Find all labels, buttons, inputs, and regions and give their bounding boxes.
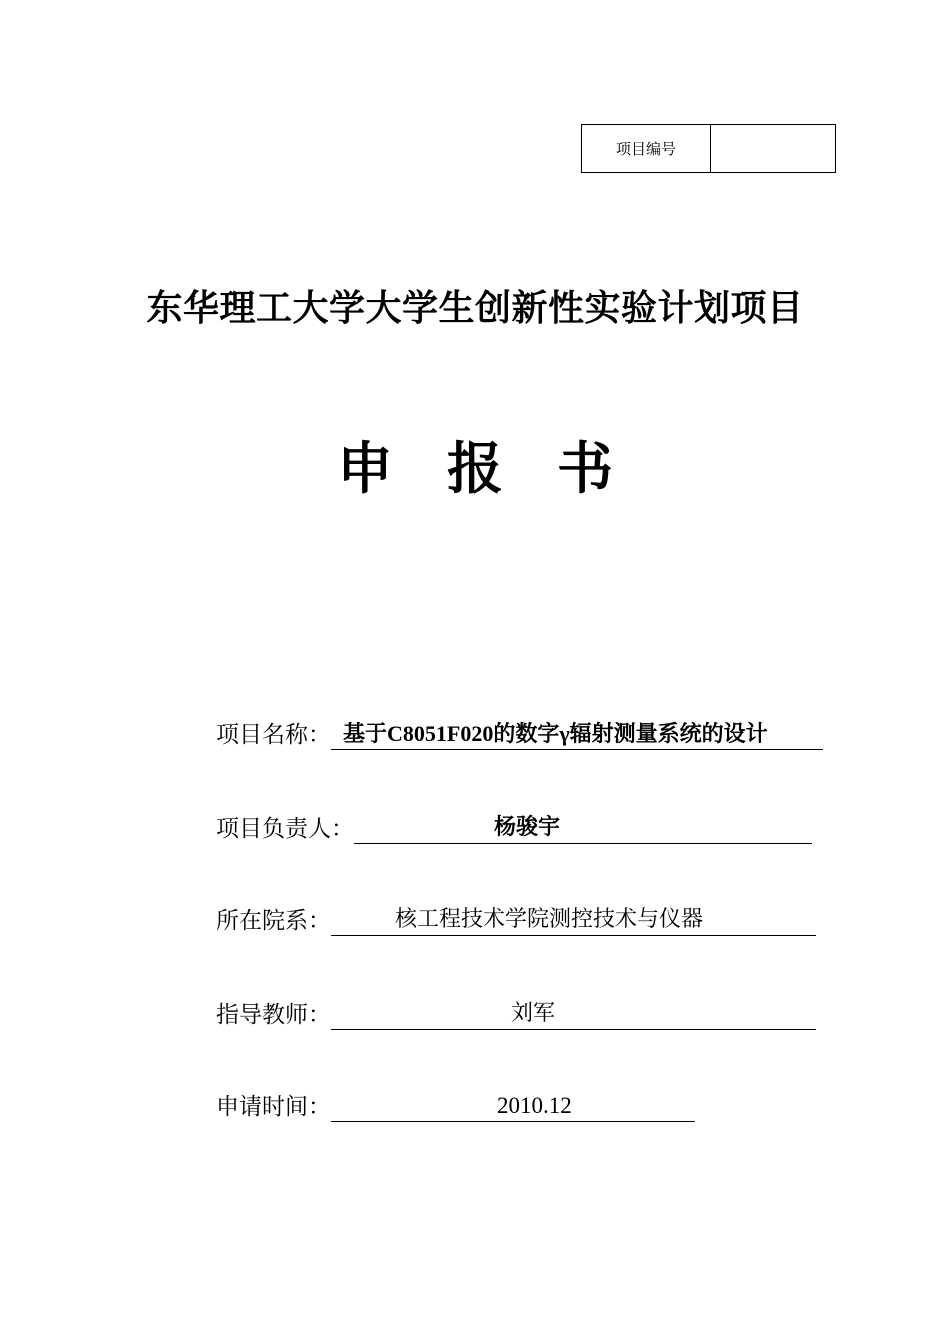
project-number-value bbox=[711, 125, 835, 172]
document-title: 东华理工大学大学生创新性实验计划项目 bbox=[146, 288, 804, 329]
project-name-field bbox=[216, 716, 823, 750]
project-number-label: 项目编号 bbox=[582, 125, 711, 172]
department-value: 核工程技术学院测控技术与仪器 bbox=[331, 906, 816, 936]
project-number-table bbox=[581, 124, 836, 173]
leader-label: 项目负责人： bbox=[216, 816, 354, 842]
project-name-label: 项目名称： bbox=[216, 722, 331, 748]
date-label: 申请时间： bbox=[216, 1094, 331, 1120]
advisor-field bbox=[216, 996, 816, 1030]
document-subtitle: 申报书 bbox=[337, 437, 667, 502]
advisor-value: 刘军 bbox=[331, 1000, 816, 1030]
department-label: 所在院系： bbox=[216, 908, 331, 934]
advisor-label: 指导教师： bbox=[216, 1002, 331, 1028]
project-name-value: 基于C8051F020的数字γ辐射测量系统的设计 bbox=[331, 720, 823, 750]
date-value: 2010.12 bbox=[331, 1092, 695, 1122]
leader-field bbox=[216, 810, 812, 844]
department-field bbox=[216, 902, 816, 936]
date-field bbox=[216, 1088, 695, 1122]
leader-value: 杨骏宇 bbox=[354, 814, 812, 844]
